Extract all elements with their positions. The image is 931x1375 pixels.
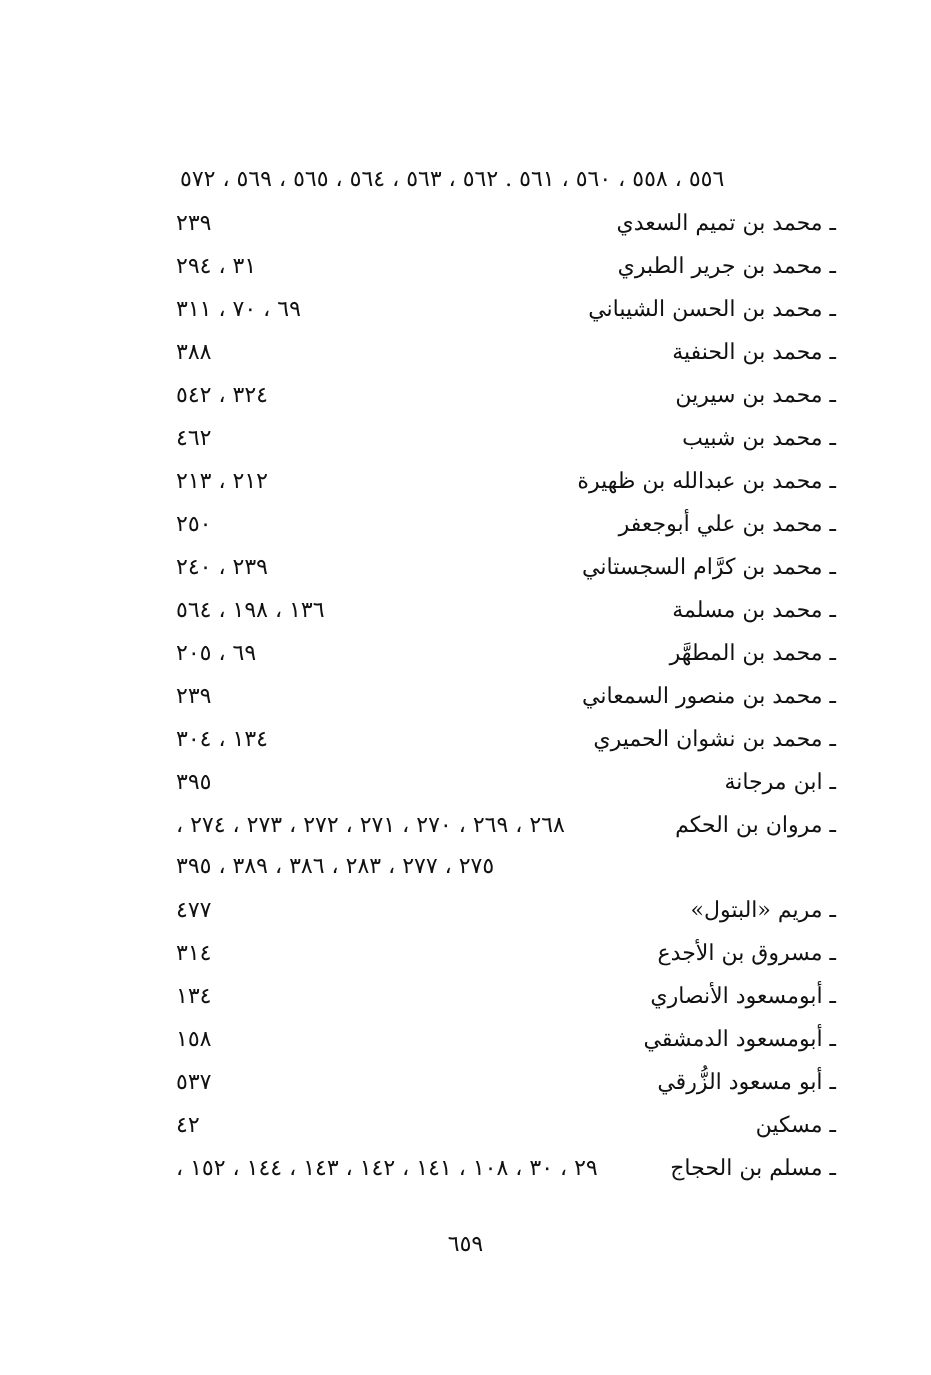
entry-pages: ٣١٤ bbox=[176, 941, 212, 966]
index-entry bbox=[170, 634, 836, 674]
entry-name: ـ محمد بن الحسن الشيباني bbox=[588, 297, 836, 322]
index-entry bbox=[170, 891, 836, 931]
entry-name: ـ محمد بن كرَّام السجستاني bbox=[582, 555, 836, 580]
index-entry bbox=[170, 462, 836, 502]
entry-name: ـ محمد بن سيرين bbox=[675, 383, 836, 408]
entry-pages: ١٣٦ ، ١٩٨ ، ٥٦٤ bbox=[176, 598, 325, 623]
index-entry bbox=[170, 505, 836, 545]
entry-pages: ٣١ ، ٢٩٤ bbox=[176, 254, 257, 279]
entry-pages: ٦٩ ، ٧٠ ، ٣١١ bbox=[176, 297, 301, 322]
index-entry bbox=[170, 204, 836, 244]
page-number: ٦٥٩ bbox=[447, 1232, 484, 1257]
entry-pages: ٥٣٧ bbox=[176, 1070, 212, 1095]
index-entry bbox=[170, 763, 836, 803]
entry-name: ـ مسلم بن الحجاج bbox=[670, 1156, 836, 1181]
entry-name: ـ محمد بن مسلمة bbox=[672, 598, 836, 623]
index-entry bbox=[170, 376, 836, 416]
entry-pages: ٣٨٨ bbox=[176, 340, 212, 365]
entry-name: ـ محمد بن نشوان الحميري bbox=[593, 727, 836, 752]
index-entry bbox=[170, 419, 836, 459]
entry-name: ـ محمد بن عبدالله بن ظهيرة bbox=[577, 469, 836, 494]
index-entry bbox=[170, 1020, 836, 1060]
entry-pages: ٢٦٨ ، ٢٦٩ ، ٢٧٠ ، ٢٧١ ، ٢٧٢ ، ٢٧٣ ، ٢٧٤ ، bbox=[176, 813, 565, 838]
entry-name: ـ مسكين bbox=[755, 1113, 836, 1138]
entry-pages: ٢١٢ ، ٢١٣ bbox=[176, 469, 268, 494]
index-entry bbox=[170, 591, 836, 631]
entry-pages: ٢٣٩ ، ٢٤٠ bbox=[176, 555, 268, 580]
index-entry bbox=[170, 548, 836, 588]
index-entry bbox=[170, 1063, 836, 1103]
entry-pages: ٤٧٧ bbox=[176, 898, 212, 923]
entry-name: ـ محمد بن علي أبوجعفر bbox=[618, 512, 836, 537]
entry-pages: ٦٩ ، ٢٠٥ bbox=[176, 641, 257, 666]
index-entry bbox=[170, 977, 836, 1017]
entry-pages: ٢٩ ، ٣٠ ، ١٠٨ ، ١٤١ ، ١٤٢ ، ١٤٣ ، ١٤٤ ، ١٥٢ ، bbox=[176, 1156, 598, 1181]
entry-name: ـ مسروق بن الأجدع bbox=[657, 941, 836, 966]
entry-name: ـ مروان بن الحكم bbox=[675, 813, 836, 838]
entry-pages: ٢٧٥ ، ٢٧٧ ، ٢٨٣ ، ٣٨٦ ، ٣٨٩ ، ٣٩٥ bbox=[176, 854, 495, 879]
index-entry bbox=[170, 806, 836, 846]
entry-pages: ١٥٨ bbox=[176, 1027, 212, 1052]
entry-name: ـ أبومسعود الدمشقي bbox=[643, 1027, 836, 1052]
index-entry bbox=[170, 247, 836, 287]
continuation-pages: ٥٥٦ ، ٥٥٨ ، ٥٦٠ ، ٥٦١ . ٥٦٢ ، ٥٦٣ ، ٥٦٤ ، ٥٦٥ ، ٥٦٩ ، ٥٧٢ bbox=[180, 167, 725, 192]
entry-pages: ٢٣٩ bbox=[176, 211, 212, 236]
entry-name: ـ ابن مرجانة bbox=[724, 770, 836, 795]
index-entry-continuation bbox=[170, 847, 836, 887]
entry-name: ـ أبومسعود الأنصاري bbox=[650, 984, 836, 1009]
entry-pages: ٣٩٥ bbox=[176, 770, 212, 795]
index-entry bbox=[170, 720, 836, 760]
entry-name: ـ محمد بن تميم السعدي bbox=[616, 211, 836, 236]
index-entry bbox=[170, 290, 836, 330]
entry-pages: ٣٢٤ ، ٥٤٢ bbox=[176, 383, 268, 408]
index-entry bbox=[170, 1149, 836, 1189]
continuation-line bbox=[170, 160, 836, 200]
entry-pages: ٤٦٢ bbox=[176, 426, 212, 451]
entry-name: ـ مريم «البتول» bbox=[690, 898, 836, 923]
entry-name: ـ محمد بن شبيب bbox=[682, 426, 836, 451]
entry-name: ـ محمد بن المطهَّر bbox=[669, 641, 836, 666]
entry-name: ـ محمد بن جرير الطبري bbox=[617, 254, 836, 279]
entry-pages: ٤٢ bbox=[176, 1113, 200, 1138]
entry-pages: ٢٥٠ bbox=[176, 512, 212, 537]
entry-name: ـ أبو مسعود الزُّرقي bbox=[657, 1070, 836, 1095]
index-entry bbox=[170, 333, 836, 373]
entry-name: ـ محمد بن منصور السمعاني bbox=[582, 684, 836, 709]
entry-pages: ٢٣٩ bbox=[176, 684, 212, 709]
index-entry bbox=[170, 677, 836, 717]
index-entry bbox=[170, 1106, 836, 1146]
index-entry bbox=[170, 934, 836, 974]
entry-pages: ١٣٤ bbox=[176, 984, 212, 1009]
entry-pages: ١٣٤ ، ٣٠٤ bbox=[176, 727, 268, 752]
entry-name: ـ محمد بن الحنفية bbox=[672, 340, 836, 365]
